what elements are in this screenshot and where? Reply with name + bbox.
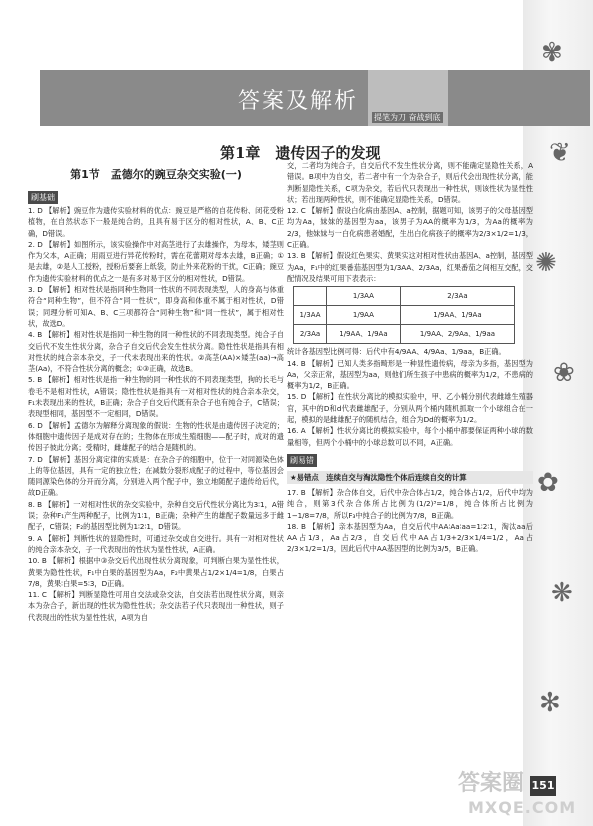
answer-item: 统计各基因型比例可得：后代中有4/9AA、4/9Aa、1/9aa，B正确。 bbox=[287, 347, 506, 357]
table-cell: 1/9AA、1/9Aa bbox=[326, 325, 400, 344]
page-title: 答案及解析 bbox=[238, 89, 359, 114]
table-cell: 2/3Aa bbox=[400, 287, 514, 306]
table-cell: 1/3AA bbox=[326, 287, 400, 306]
answer-item: 8. B 【解析】一对相对性状的杂交实验中，杂种自交后代性状分离比为3∶1，A错误；杂种F₁产生两种配子，比例为1∶1，B正确；杂种产生的雄配子数量远多于雌配子，C错误；F₂的基因型比例为1∶2∶1，D错误。 bbox=[28, 499, 284, 532]
table-cell: 1/3AA bbox=[294, 306, 327, 325]
watermark-url: MXQE.COM bbox=[468, 798, 577, 817]
answer-item: 18. B 【解析】亲本基因型为Aa，自交后代中AA∶Aa∶aa=1∶2∶1，淘汰aa后AA占1/3，Aa占2/3，自交后代中AA占1/3+2/3×1/4=1/2，Aa占2/3×1/2=1/3，因此后代中AA基因型的比例为3/5，B正确。 bbox=[287, 521, 533, 554]
watermark-logo: 答案圈 bbox=[458, 771, 525, 796]
answer-item: 4. B 【解析】相对性状是指同一种生物的同一种性状的不同表现类型。纯合子自交后代不发生性状分离，杂合子自交后代会发生性状分离。隐性性状是指具有相对性状的纯合亲本杂交，子一代未表现出来的性状。②高茎(AA)×矮茎(aa)→高茎(Aa)，不符合性状分离的概念；①③正确，故选B。 bbox=[28, 330, 284, 374]
answer-item: 14. B 【解析】已知人类多指畸形是一种显性遗传病，母亲为多指，基因型为Aa，父亲正常，基因型为aa，则他们所生孩子中患病的概率为1/2，不患病的概率为1/2，B正确。 bbox=[287, 358, 533, 391]
insect-icon: ✿ bbox=[537, 468, 559, 498]
answer-item: 15. D 【解析】在性状分离比的模拟实验中，甲、乙小桶分别代表雌雄生殖器官，其中的D和d代表雌雄配子，分别从两个桶内随机抓取一个小球组合在一起，模拟的是雌雄配子的随机结合，组合为Dd的概率为1/2。 bbox=[287, 392, 533, 425]
table-cell bbox=[294, 287, 327, 306]
answer-item: 交，二者均为纯合子，自交后代不发生性状分离，则不能确定显隐性关系，A错误。B项中为自交，若二者中有一个为杂合子，则后代会出现性状分离，能判断显隐性关系，C项为杂交，若后代只表现出一种性状，则该性状为显性性状；若出现两种性状，则不能确定显隐性关系，D错误。 bbox=[287, 161, 533, 204]
insect-icon: ❦ bbox=[549, 138, 571, 168]
answer-item: 16. A 【解析】性状分离比的模拟实验中，每个小桶中都要保证两种小球的数量相等，但两个小桶中的小球总数可以不同，A正确。 bbox=[287, 426, 533, 447]
answer-item: 6. D 【解析】孟德尔为解释分离现象的假说：生物的性状是由遗传因子决定的；体细胞中遗传因子是成对存在的；生物体在形成生殖细胞——配子时，成对的遗传因子彼此分离；受精时，雌雄配子的结合是随机的。 bbox=[28, 420, 284, 453]
table-cell: 2/3Aa bbox=[294, 325, 327, 344]
insect-icon: ❋ bbox=[551, 578, 573, 608]
page-number: 151 bbox=[530, 776, 556, 796]
answer-item: 11. C 【解析】判断显隐性可用自交法或杂交法，自交法若出现性状分离，则亲本为杂合子，新出现的性状为隐性性状；杂交法若子代只表现出一种性状，则子代表现出的性状为显性性状，A项为自 bbox=[28, 590, 284, 622]
table-cell: 1/9AA bbox=[326, 306, 400, 325]
right-column bbox=[287, 160, 533, 555]
insect-icon: ✺ bbox=[535, 248, 557, 278]
answer-item: 2. D 【解析】如图所示，该实验操作中对高茎进行了去雄操作，为母本，矮茎则作为父本，A正确；用雨豆进行异花传粉时，需在花蕾期对母本去雄，B正确；①是去雄，②是人工授粉，授粉后要套上纸袋，防止外来花粉的干扰，C正确；豌豆作为遗传实验材料的优点之一是有多对易于区分的相对性状，D错误。 bbox=[28, 239, 284, 283]
error-tag: 刷易错 bbox=[287, 454, 317, 467]
insect-icon: ✾ bbox=[541, 38, 563, 68]
basic-tag: 刷基础 bbox=[28, 191, 58, 204]
chapter-title: 第1章 遗传因子的发现 bbox=[220, 144, 381, 162]
insect-icon: ❀ bbox=[553, 358, 575, 388]
left-column bbox=[28, 160, 284, 623]
answer-item: 10. B 【解析】根据中③杂交后代出现性状分离现象，可判断白果为显性性状，黄果为隐性性状，F₁中白果的基因型为Aa，F₂中黄果占1/2×1/4=1/8，白果占7/8，黄果∶白果=5∶3，D正确。 bbox=[28, 556, 284, 588]
answer-item: 12. C 【解析】假设白化病由基因A、a控制，据题可知，该男子的父母基因型均为Aa，妹妹的基因型为aa，该男子为AA的概率为1/3，为Aa的概率为2/3，他妹妹与一白化病患者婚配，生出白化病孩子的概率为2/3×1/2=1/3，C正确。 bbox=[287, 206, 533, 250]
answer-item: 1. D 【解析】豌豆作为遗传实验材料的优点：豌豆是严格的自花传粉、闭花受粉植物，在自然状态下一般是纯合的，且具有易于区分的相对性状，A、B、C正确，D错误。 bbox=[28, 206, 284, 238]
table-cell: 1/9AA、1/9Aa bbox=[400, 306, 514, 325]
answer-item: 9. A 【解析】判断性状的显隐性时，可通过杂交或自交进行。具有一对相对性状的纯合亲本杂交，子一代表现出的性状为显性性状，A正确。 bbox=[28, 533, 284, 554]
table-cell: 1/9AA、2/9Aa、1/9aa bbox=[400, 325, 514, 344]
answer-item: 5. B 【解析】相对性状是指一种生物的同一种性状的不同表现类型，狗的长毛与卷毛不是相对性状，A错误；隐性性状是指具有一对相对性状的纯合亲本杂交，F₁未表现出来的性状，B正确；杂合子自交后代既有杂合子也有纯合子，C错误；表现型相同，基因型不一定相同，D错误。 bbox=[28, 375, 284, 419]
answer-item: 7. D 【解析】基因分离定律的实质是：在杂合子的细胞中，位于一对同源染色体上的等位基因，具有一定的独立性；在减数分裂形成配子的过程中，等位基因会随同源染色体的分开而分离，分别进入两个配子中，独立地随配子遗传给后代，故D正确。 bbox=[28, 454, 284, 498]
insect-icon: ✻ bbox=[539, 688, 561, 718]
answer-item: 13. B 【解析】假设红色果实、黄果实这对相对性状由基因A、a控制，基因型为Aa，F₁中的红果番茄基因型为1/3AA、2/3Aa，红果番茄之间相互交配，交配情况及结果可用下表表示： bbox=[287, 251, 533, 283]
illustration-caption: 提笔为刀 奋战到底 bbox=[374, 113, 441, 122]
error-point-title: ★易错点 连续自交与淘汰隐性个体后连续自交的计算 bbox=[287, 471, 533, 484]
answer-item: 3. D 【解析】相对性状是指同种生物同一性状的不同表现类型，人的身高与体重符合“同种生物”，但不符合“同一性状”，即身高和体重不属于相对性状，D错误；同理分析可知A、B、C三项都符合“同种生物”和“同一性状”，属于相对性状，故选D。 bbox=[28, 285, 284, 328]
answer-item: 17. B 【解析】杂合体自交，后代中杂合体占1/2，纯合体占1/2，后代中均为纯合，则第3代杂合体所占比例为(1/2)³=1/8，纯合体所占比例为1−1/8=7/8，所以F₃中纯合子的比例为7/8，B正确。 bbox=[287, 487, 533, 520]
cross-table bbox=[293, 286, 515, 344]
section-title: 第1节 孟德尔的豌豆杂交实验(一) bbox=[70, 168, 242, 181]
